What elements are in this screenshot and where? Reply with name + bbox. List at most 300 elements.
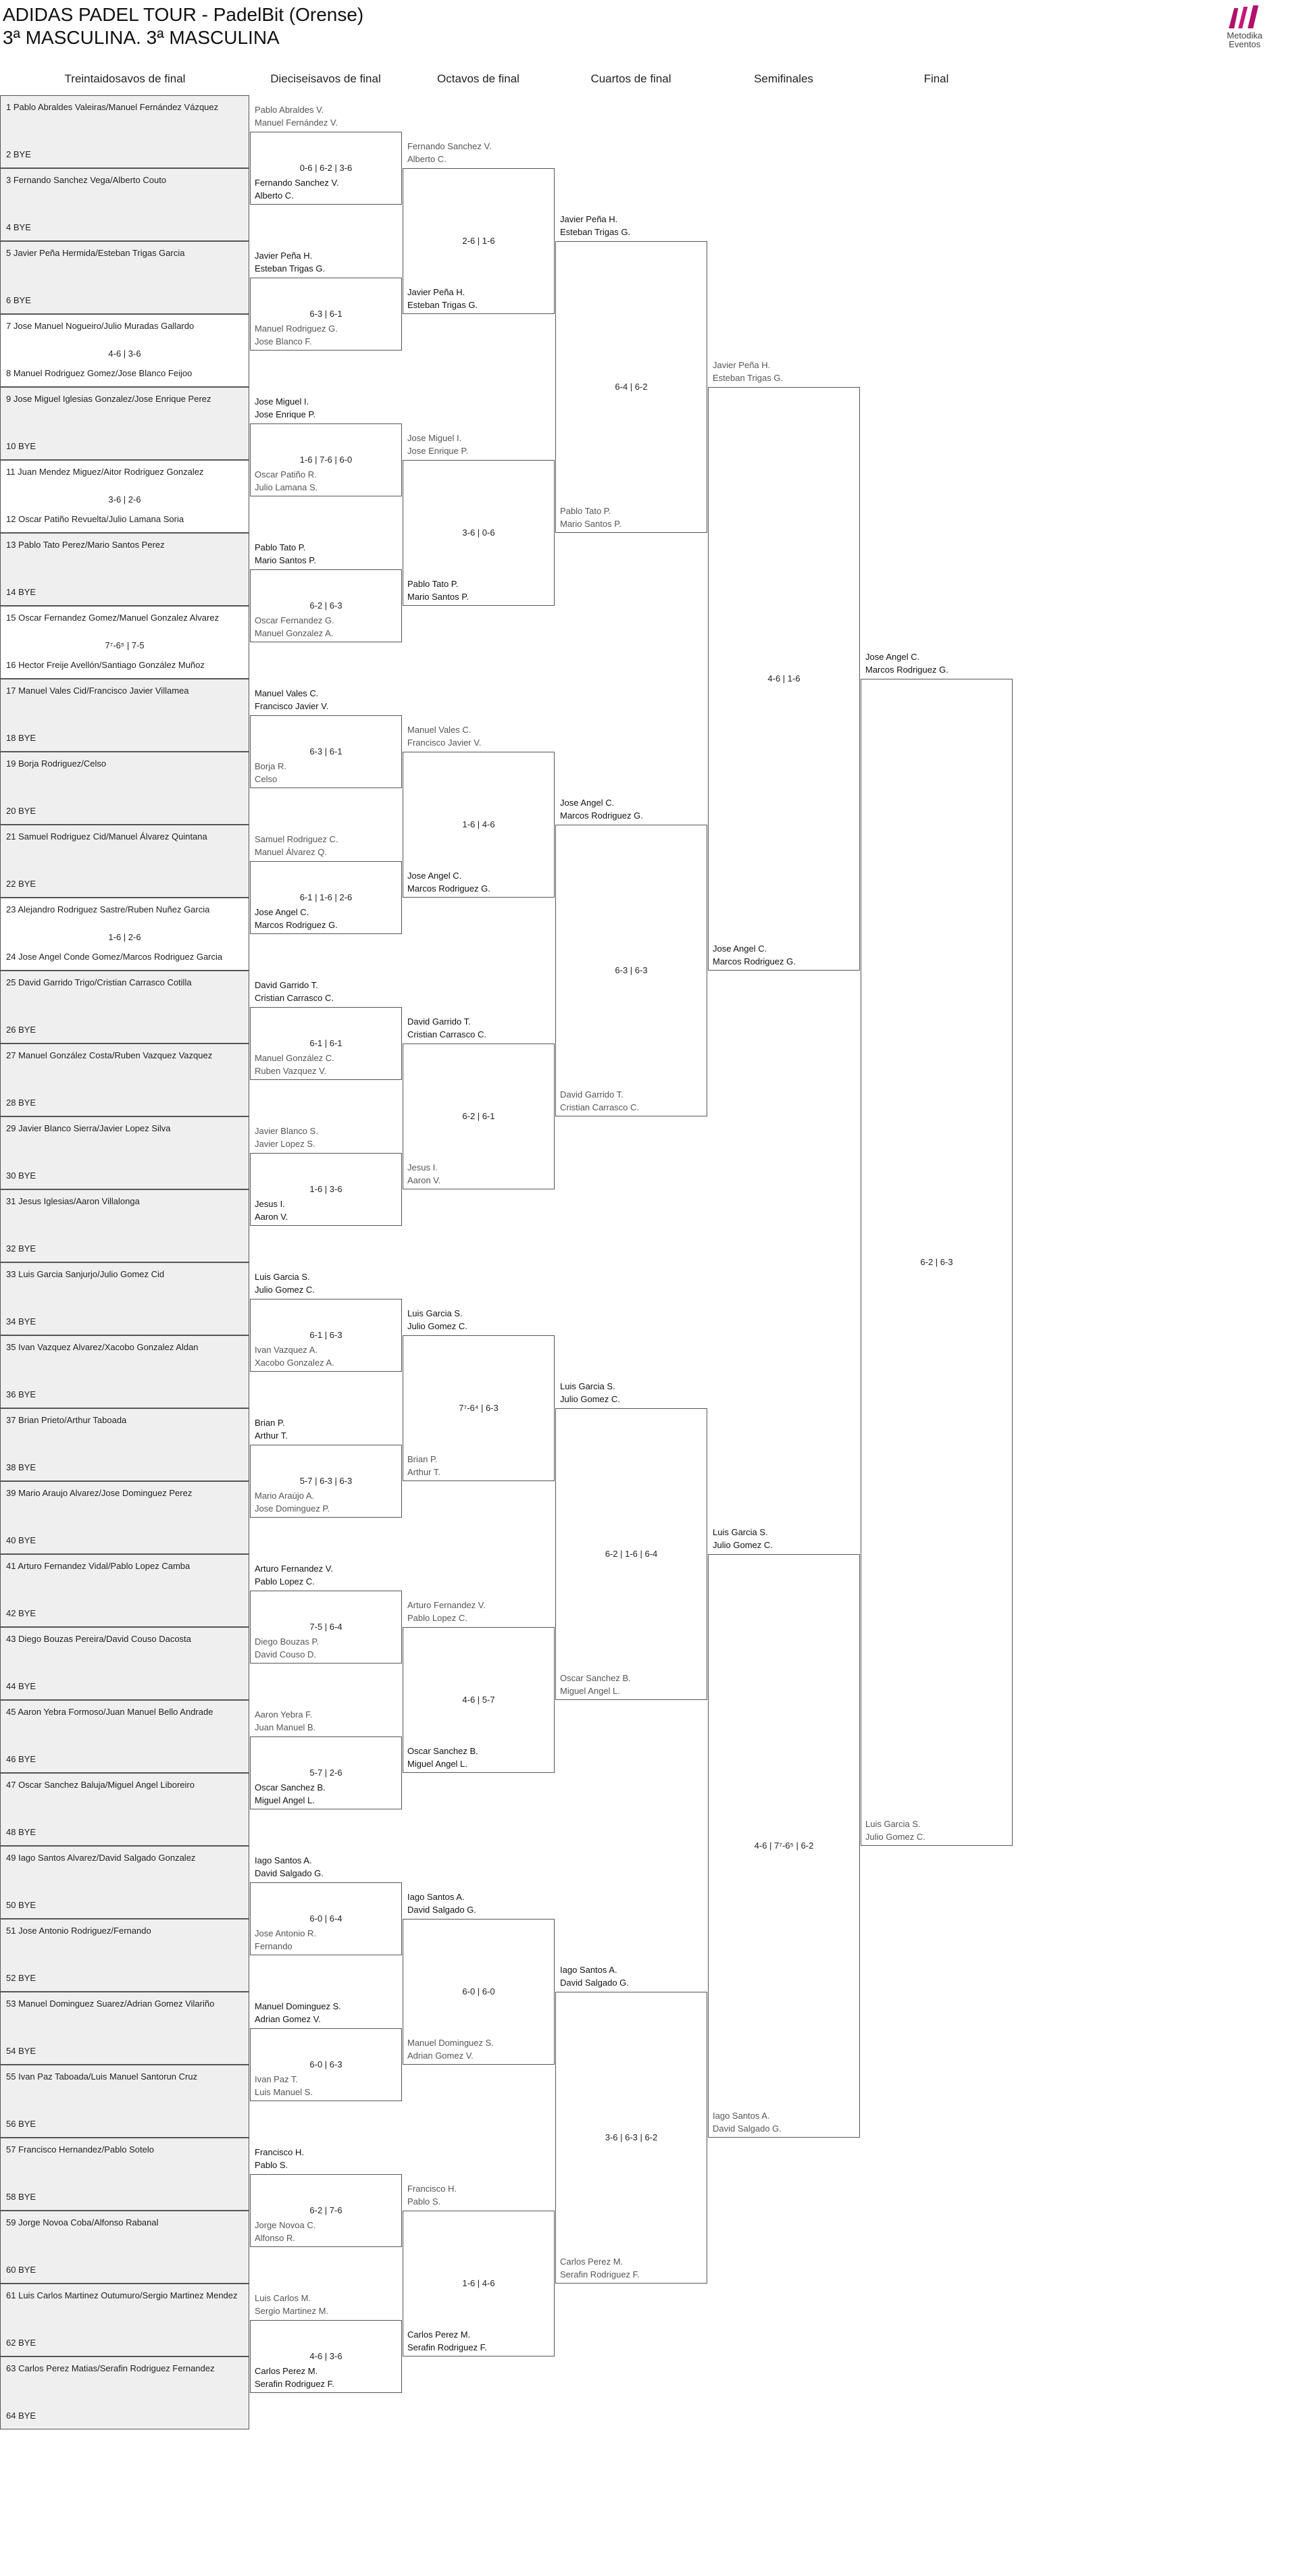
round1-match <box>0 241 249 314</box>
team-name: Javier Blanco Sierra/Javier Lopez Silva <box>18 1123 171 1133</box>
winning-team-name: Javier Peña H. <box>560 214 618 224</box>
winning-team-name: Marcos Rodriguez G. <box>407 883 490 894</box>
team-name: BYE <box>18 2265 36 2275</box>
team-name: Oscar Patiño Revuelta/Julio Lamana Soria <box>18 514 184 524</box>
seed-number: 60 <box>6 2265 16 2275</box>
round1-match <box>0 314 249 387</box>
seed-number: 48 <box>6 1827 16 1837</box>
round1-match <box>0 1992 249 2065</box>
team-name: Manuel González C. <box>255 1053 334 1063</box>
seed-number: 14 <box>6 587 16 597</box>
team-name: Aaron V. <box>407 1175 441 1185</box>
team-name: Jose Miguel Iglesias Gonzalez/Jose Enrique Perez <box>13 394 211 404</box>
team-name: BYE <box>18 2119 36 2129</box>
seed-number: 32 <box>6 1243 16 1254</box>
seed-number: 50 <box>6 1900 16 1910</box>
seed-entry <box>6 175 246 185</box>
seed-number: 21 <box>6 831 16 842</box>
winning-team-name: Luis Garcia S. <box>255 1272 310 1282</box>
seed-number: 16 <box>6 660 16 670</box>
team-name: Manuel Rodriguez Gomez/Jose Blanco Feijoo <box>13 368 193 378</box>
team-name: Borja R. <box>255 761 286 771</box>
team-name: BYE <box>18 1754 36 1764</box>
seed-number: 26 <box>6 1025 16 1035</box>
seed-entry <box>6 1415 246 1425</box>
winning-team-name: David Salgado G. <box>407 1905 476 1915</box>
team-name: Francisco H. <box>407 2184 457 2194</box>
match-score: 6-0 | 6-4 <box>309 1913 342 1924</box>
seed-entry <box>6 1561 246 1571</box>
winning-team-name: Marcos Rodriguez G. <box>255 920 338 930</box>
seed-entry <box>6 1462 246 1472</box>
team-name: Pablo Abraldes Valeiras/Manuel Fernández Vázquez <box>13 102 219 112</box>
team-name: Brian Prieto/Arthur Taboada <box>18 1415 127 1425</box>
team-name: Ivan Vazquez A. <box>255 1345 317 1355</box>
winning-team-name: Julio Gomez C. <box>713 1540 773 1550</box>
round1-match <box>0 460 249 533</box>
seed-number: 30 <box>6 1170 16 1181</box>
winning-team-name: Cristian Carrasco C. <box>407 1029 487 1039</box>
seed-number: 9 <box>6 394 11 404</box>
seed-entry <box>6 2265 246 2275</box>
seed-number: 39 <box>6 1488 16 1498</box>
round-header-octavos: Octavos de final <box>437 72 519 85</box>
seed-number: 47 <box>6 1780 16 1790</box>
seed-number: 56 <box>6 2119 16 2129</box>
round1-match <box>0 95 249 168</box>
team-name: BYE <box>18 2192 36 2202</box>
seed-entry <box>6 1196 246 1206</box>
seed-number: 5 <box>6 248 11 258</box>
seed-number: 19 <box>6 758 16 769</box>
winning-team-name: Iago Santos A. <box>560 1965 617 1975</box>
logo-text-line1: Metodika <box>1227 30 1263 41</box>
seed-number: 54 <box>6 2046 16 2056</box>
team-name: Manuel Álvarez Q. <box>255 847 327 857</box>
team-name: Alejandro Rodriguez Sastre/Ruben Nuñez Garcia <box>18 904 210 915</box>
team-name: Adrian Gomez V. <box>407 2051 474 2061</box>
team-name: BYE <box>18 441 36 451</box>
team-name: Julio Gomez C. <box>865 1832 925 1842</box>
team-name: Juan Mendez Miguez/Aitor Rodriguez Gonzalez <box>18 467 204 477</box>
team-name: Luis Carlos M. <box>255 2293 311 2303</box>
team-name: Pablo S. <box>407 2196 441 2207</box>
team-name: Manuel Dominguez Suarez/Adrian Gomez Vilariño <box>18 1999 215 2009</box>
team-name: BYE <box>18 2411 36 2421</box>
seed-entry <box>6 102 246 112</box>
team-name: Serafin Rodriguez F. <box>560 2269 640 2279</box>
winning-team-name: Francisco H. <box>255 2147 304 2157</box>
winning-team-name: Alberto C. <box>255 190 294 201</box>
seed-entry <box>6 1608 246 1618</box>
winning-team-name: Serafin Rodriguez F. <box>407 2342 487 2352</box>
winning-team-name: David Garrido T. <box>407 1016 471 1027</box>
team-name: David Garrido Trigo/Cristian Carrasco Cotilla <box>18 977 192 987</box>
match-score: 1-6 | 2-6 <box>108 932 141 942</box>
match-score: 1-6 | 4-6 <box>462 819 495 829</box>
winning-team-name: Pablo Tato P. <box>407 579 459 589</box>
team-name: Mario Santos P. <box>560 519 621 529</box>
team-name: Jose Dominguez P. <box>255 1503 330 1514</box>
round1-match <box>0 1116 249 1189</box>
winning-team-name: Manuel Vales C. <box>255 688 319 698</box>
seed-number: 63 <box>6 2363 16 2373</box>
round1-match <box>0 679 249 752</box>
match-score: 6-3 | 6-3 <box>615 965 648 975</box>
team-name: Iago Santos A. <box>713 2111 770 2121</box>
seed-number: 20 <box>6 806 16 816</box>
match-score: 6-3 | 6-1 <box>309 746 342 756</box>
winning-team-name: Marcos Rodriguez G. <box>865 665 948 675</box>
page-subtitle: 3ª MASCULINA. 3ª MASCULINA <box>3 27 280 48</box>
team-name: Oscar Patiño R. <box>255 469 317 480</box>
seed-entry <box>6 394 246 404</box>
team-name: Aaron Yebra Formoso/Juan Manuel Bello Andrade <box>18 1707 213 1717</box>
seed-number: 35 <box>6 1342 16 1352</box>
round1-match <box>0 1846 249 1919</box>
winning-team-name: Esteban Trigas G. <box>407 300 478 310</box>
team-name: Oscar Sanchez B. <box>560 1673 631 1683</box>
seed-number: 3 <box>6 175 11 185</box>
seed-entry <box>6 149 246 159</box>
team-name: Javier Lopez S. <box>255 1139 315 1149</box>
seed-entry <box>6 321 246 331</box>
match-score: 5-7 | 6-3 | 6-3 <box>299 1476 353 1486</box>
seed-number: 8 <box>6 368 11 378</box>
team-name: Pablo Tato P. <box>560 506 611 516</box>
seed-entry <box>6 1389 246 1399</box>
seed-number: 51 <box>6 1926 16 1936</box>
team-name: David Garrido T. <box>560 1089 624 1100</box>
seed-number: 46 <box>6 1754 16 1764</box>
team-name: Samuel Rodriguez Cid/Manuel Álvarez Quintana <box>18 831 207 842</box>
round1-match <box>0 1044 249 1116</box>
team-name: Jorge Novoa C. <box>255 2220 316 2230</box>
round1-match <box>0 1481 249 1554</box>
winning-team-name: Aaron V. <box>255 1212 288 1222</box>
winning-team-name: Carlos Perez M. <box>255 2366 318 2376</box>
round1-match <box>0 2356 249 2429</box>
team-name: BYE <box>18 2046 36 2056</box>
team-name: BYE <box>13 222 31 232</box>
team-name: David Salgado G. <box>713 2123 782 2134</box>
seed-entry <box>6 587 246 597</box>
team-name: Jose Angel Conde Gomez/Marcos Rodriguez Garcia <box>18 952 223 962</box>
seed-entry <box>6 2071 246 2082</box>
winning-team-name: Miguel Angel L. <box>407 1759 467 1769</box>
winning-team-name: Julio Gomez C. <box>407 1321 467 1331</box>
seed-entry <box>6 1535 246 1545</box>
team-name: BYE <box>18 1316 36 1326</box>
round1-match <box>0 2138 249 2211</box>
seed-entry <box>6 1900 246 1910</box>
seed-entry <box>6 222 246 232</box>
winning-team-name: Esteban Trigas G. <box>560 227 631 237</box>
winning-team-name: Jose Angel C. <box>560 798 615 808</box>
match-score: 3-6 | 0-6 <box>462 527 495 538</box>
seed-number: 40 <box>6 1535 16 1545</box>
seed-entry <box>6 1681 246 1691</box>
seed-entry <box>6 1999 246 2009</box>
team-name: Brian P. <box>407 1454 438 1464</box>
team-name: Hector Freije Avellón/Santiago González Muñoz <box>18 660 205 670</box>
team-name: Alfonso R. <box>255 2233 295 2243</box>
round1-match <box>0 1554 249 1627</box>
team-name: Ruben Vazquez V. <box>255 1066 327 1076</box>
round1-match <box>0 2211 249 2284</box>
seed-number: 64 <box>6 2411 16 2421</box>
team-name: BYE <box>18 1973 36 1983</box>
match-score: 4-6 | 1-6 <box>767 673 800 684</box>
seed-entry <box>6 977 246 987</box>
team-name: Ivan Vazquez Alvarez/Xacobo Gonzalez Aldan <box>18 1342 199 1352</box>
team-name: Xacobo Gonzalez A. <box>255 1358 334 1368</box>
seed-entry <box>6 1050 246 1060</box>
round-header-treintaidosavos: Treintaidosavos de final <box>64 72 186 85</box>
winning-team-name: Pablo Tato P. <box>255 542 306 552</box>
team-name: Sergio Martinez M. <box>255 2306 329 2316</box>
seed-entry <box>6 2338 246 2348</box>
match-score: 6-3 | 6-1 <box>309 309 342 319</box>
winning-team-name: Pablo S. <box>255 2160 288 2170</box>
team-name: Jose Antonio Rodriguez/Fernando <box>18 1926 151 1936</box>
round1-match <box>0 1262 249 1335</box>
seed-entry <box>6 2192 246 2202</box>
winning-team-name: Esteban Trigas G. <box>255 263 326 274</box>
team-name: Manuel González Costa/Ruben Vazquez Vazquez <box>18 1050 213 1060</box>
team-name: Oscar Fernandez Gomez/Manuel Gonzalez Alvarez <box>18 613 220 623</box>
seed-entry <box>6 2411 246 2421</box>
team-name: David Couso D. <box>255 1649 317 1659</box>
team-name: BYE <box>18 1681 36 1691</box>
team-name: Luis Manuel S. <box>255 2087 313 2097</box>
team-name: BYE <box>18 1389 36 1399</box>
team-name: Manuel Vales C. <box>407 725 472 735</box>
match-score: 7-5 | 6-4 <box>309 1622 342 1632</box>
team-name: Ivan Paz T. <box>255 2074 299 2084</box>
team-name: Javier Blanco S. <box>255 1126 318 1136</box>
seed-number: 53 <box>6 1999 16 2009</box>
seed-entry <box>6 1973 246 1983</box>
team-name: BYE <box>18 587 36 597</box>
team-name: Manuel Fernández V. <box>255 118 338 128</box>
team-name: Jose Antonio R. <box>255 1928 317 1938</box>
match-score: 6-2 | 6-1 <box>462 1111 495 1121</box>
team-name: Manuel Dominguez S. <box>407 2038 494 2048</box>
match-score: 1-6 | 4-6 <box>462 2278 495 2288</box>
team-name: BYE <box>18 1535 36 1545</box>
winning-team-name: Jose Angel C. <box>407 871 462 881</box>
team-name: Jose Manuel Nogueiro/Julio Muradas Gallardo <box>13 321 195 331</box>
team-name: Fernando Sanchez V. <box>407 141 492 151</box>
seed-number: 41 <box>6 1561 16 1571</box>
winning-team-name: Mario Santos P. <box>407 592 469 602</box>
match-score: 6-1 | 6-3 <box>309 1330 342 1340</box>
team-name: Fernando Sanchez Vega/Alberto Couto <box>13 175 167 185</box>
team-name: BYE <box>13 295 31 305</box>
winning-team-name: Javier Peña H. <box>407 287 465 297</box>
seed-entry <box>6 467 246 477</box>
seed-entry <box>6 758 246 769</box>
seed-number: 42 <box>6 1608 16 1618</box>
team-name: Aaron Yebra F. <box>255 1709 313 1720</box>
seed-entry <box>6 1780 246 1790</box>
round-header-cuartos: Cuartos de final <box>590 72 671 85</box>
seed-number: 22 <box>6 879 16 889</box>
seed-number: 17 <box>6 686 16 696</box>
winning-team-name: Miguel Angel L. <box>255 1795 315 1805</box>
seed-entry <box>6 540 246 550</box>
match-score: 3-6 | 6-3 | 6-2 <box>605 2132 658 2142</box>
winning-team-name: Julio Gomez C. <box>560 1394 620 1404</box>
winning-team-name: Marcos Rodriguez G. <box>713 956 796 967</box>
winning-team-name: Javier Peña H. <box>255 251 313 261</box>
round1-match <box>0 1627 249 1700</box>
winning-team-name: Carlos Perez M. <box>407 2329 471 2340</box>
team-name: Oscar Sanchez Baluja/Miguel Angel Liboreiro <box>18 1780 195 1790</box>
team-name: Luis Garcia Sanjurjo/Julio Gomez Cid <box>18 1269 165 1279</box>
team-name: Carlos Perez M. <box>560 2257 624 2267</box>
round1-match <box>0 898 249 971</box>
winning-team-name: Julio Gomez C. <box>255 1285 315 1295</box>
seed-entry <box>6 1243 246 1254</box>
round1-match <box>0 1408 249 1481</box>
match-score: 6-2 | 1-6 | 6-4 <box>605 1549 658 1559</box>
seed-number: 2 <box>6 149 11 159</box>
round1-match <box>0 971 249 1044</box>
seed-number: 33 <box>6 1269 16 1279</box>
team-name: BYE <box>18 733 36 743</box>
seed-entry <box>6 1754 246 1764</box>
seed-number: 45 <box>6 1707 16 1717</box>
team-name: Oscar Fernandez G. <box>255 615 334 625</box>
seed-number: 12 <box>6 514 16 524</box>
match-score: 3-6 | 2-6 <box>108 494 141 505</box>
seed-number: 6 <box>6 295 11 305</box>
seed-number: 59 <box>6 2217 16 2227</box>
seed-entry <box>6 904 246 915</box>
team-name: Pablo Abraldes V. <box>255 105 324 115</box>
round1-match <box>0 825 249 898</box>
winning-team-name: Arthur T. <box>255 1431 288 1441</box>
match-score: 6-1 | 6-1 <box>309 1038 342 1048</box>
seed-entry <box>6 613 246 623</box>
seed-number: 55 <box>6 2071 16 2082</box>
team-name: Pablo Tato Perez/Mario Santos Perez <box>18 540 165 550</box>
seed-number: 43 <box>6 1634 16 1644</box>
seed-entry <box>6 514 246 524</box>
round1-match <box>0 2284 249 2356</box>
round1-match <box>0 1919 249 1992</box>
winning-team-name: Fernando Sanchez V. <box>255 178 339 188</box>
winning-team-name: Iago Santos A. <box>255 1855 312 1865</box>
team-name: BYE <box>18 806 36 816</box>
team-name: Alberto C. <box>407 154 447 164</box>
winning-team-name: Jesus I. <box>255 1199 285 1209</box>
match-score: 4-6 | 3-6 <box>108 349 141 359</box>
team-name: BYE <box>18 1827 36 1837</box>
team-name: Jose Miguel I. <box>407 433 462 443</box>
seed-entry <box>6 1170 246 1181</box>
team-name: Julio Lamana S. <box>255 482 318 492</box>
match-score: 7⁷-6⁴ | 6-3 <box>459 1403 499 1413</box>
match-score: 6-1 | 1-6 | 2-6 <box>299 892 353 902</box>
seed-entry <box>6 831 246 842</box>
seed-entry <box>6 1634 246 1644</box>
seed-number: 27 <box>6 1050 16 1060</box>
seed-number: 31 <box>6 1196 16 1206</box>
round1-match <box>0 1189 249 1262</box>
match-score: 6-2 | 6-3 <box>309 600 342 611</box>
round1-match <box>0 168 249 241</box>
round1-match <box>0 387 249 460</box>
team-name: BYE <box>18 1900 36 1910</box>
round-header-dieciseisavos: Dieciseisavos de final <box>270 72 381 85</box>
seed-entry <box>6 2290 246 2300</box>
seed-entry <box>6 1707 246 1717</box>
team-name: Ivan Paz Taboada/Luis Manuel Santorun Cruz <box>18 2071 198 2082</box>
team-name: Mario Araújo A. <box>255 1491 315 1501</box>
seed-number: 49 <box>6 1853 16 1863</box>
winning-team-name: Cristian Carrasco C. <box>255 993 334 1003</box>
seed-number: 37 <box>6 1415 16 1425</box>
team-name: Iago Santos Alvarez/David Salgado Gonzalez <box>18 1853 196 1863</box>
team-name: BYE <box>18 879 36 889</box>
seed-number: 62 <box>6 2338 16 2348</box>
seed-entry <box>6 1827 246 1837</box>
match-score: 4-6 | 3-6 <box>309 2351 342 2361</box>
match-score: 4-6 | 5-7 <box>462 1695 495 1705</box>
team-name: Fernando <box>255 1941 293 1951</box>
winning-team-name: Jose Miguel I. <box>255 396 309 407</box>
winning-team-name: Brian P. <box>255 1418 285 1428</box>
match-score: 1-6 | 7-6 | 6-0 <box>299 455 353 465</box>
team-name: Mario Araujo Alvarez/Jose Dominguez Perez <box>18 1488 193 1498</box>
match-score: 1-6 | 3-6 <box>309 1184 342 1194</box>
team-name: Jorge Novoa Coba/Alfonso Rabanal <box>18 2217 159 2227</box>
team-name: Jesus I. <box>407 1162 438 1173</box>
seed-entry <box>6 248 246 258</box>
team-name: Diego Bouzas P. <box>255 1637 320 1647</box>
seed-number: 58 <box>6 2192 16 2202</box>
team-name: Esteban Trigas G. <box>713 373 784 383</box>
seed-number: 4 <box>6 222 11 232</box>
winning-team-name: Jose Angel C. <box>255 907 309 917</box>
seed-entry <box>6 295 246 305</box>
team-name: Manuel Vales Cid/Francisco Javier Villamea <box>18 686 189 696</box>
seed-number: 29 <box>6 1123 16 1133</box>
team-name: Arturo Fernandez V. <box>407 1600 486 1610</box>
seed-entry <box>6 660 246 670</box>
team-name: Jose Enrique P. <box>407 446 469 456</box>
match-score: 6-0 | 6-0 <box>462 1986 495 1997</box>
round-header-final: Final <box>923 72 949 85</box>
winning-team-name: Adrian Gomez V. <box>255 2014 321 2024</box>
seed-entry <box>6 879 246 889</box>
seed-number: 61 <box>6 2290 16 2300</box>
winning-team-name: Luis Garcia S. <box>713 1527 768 1537</box>
seed-number: 18 <box>6 733 16 743</box>
team-name: Celso <box>255 774 278 784</box>
seed-number: 7 <box>6 321 11 331</box>
team-name: Javier Peña H. <box>713 360 771 370</box>
winning-team-name: Luis Garcia S. <box>560 1381 615 1391</box>
winning-team-name: Francisco Javier V. <box>255 701 329 711</box>
team-name: Luis Garcia S. <box>865 1819 921 1829</box>
round1-match <box>0 1773 249 1846</box>
winning-team-name: Oscar Sanchez B. <box>407 1746 478 1756</box>
seed-number: 38 <box>6 1462 16 1472</box>
